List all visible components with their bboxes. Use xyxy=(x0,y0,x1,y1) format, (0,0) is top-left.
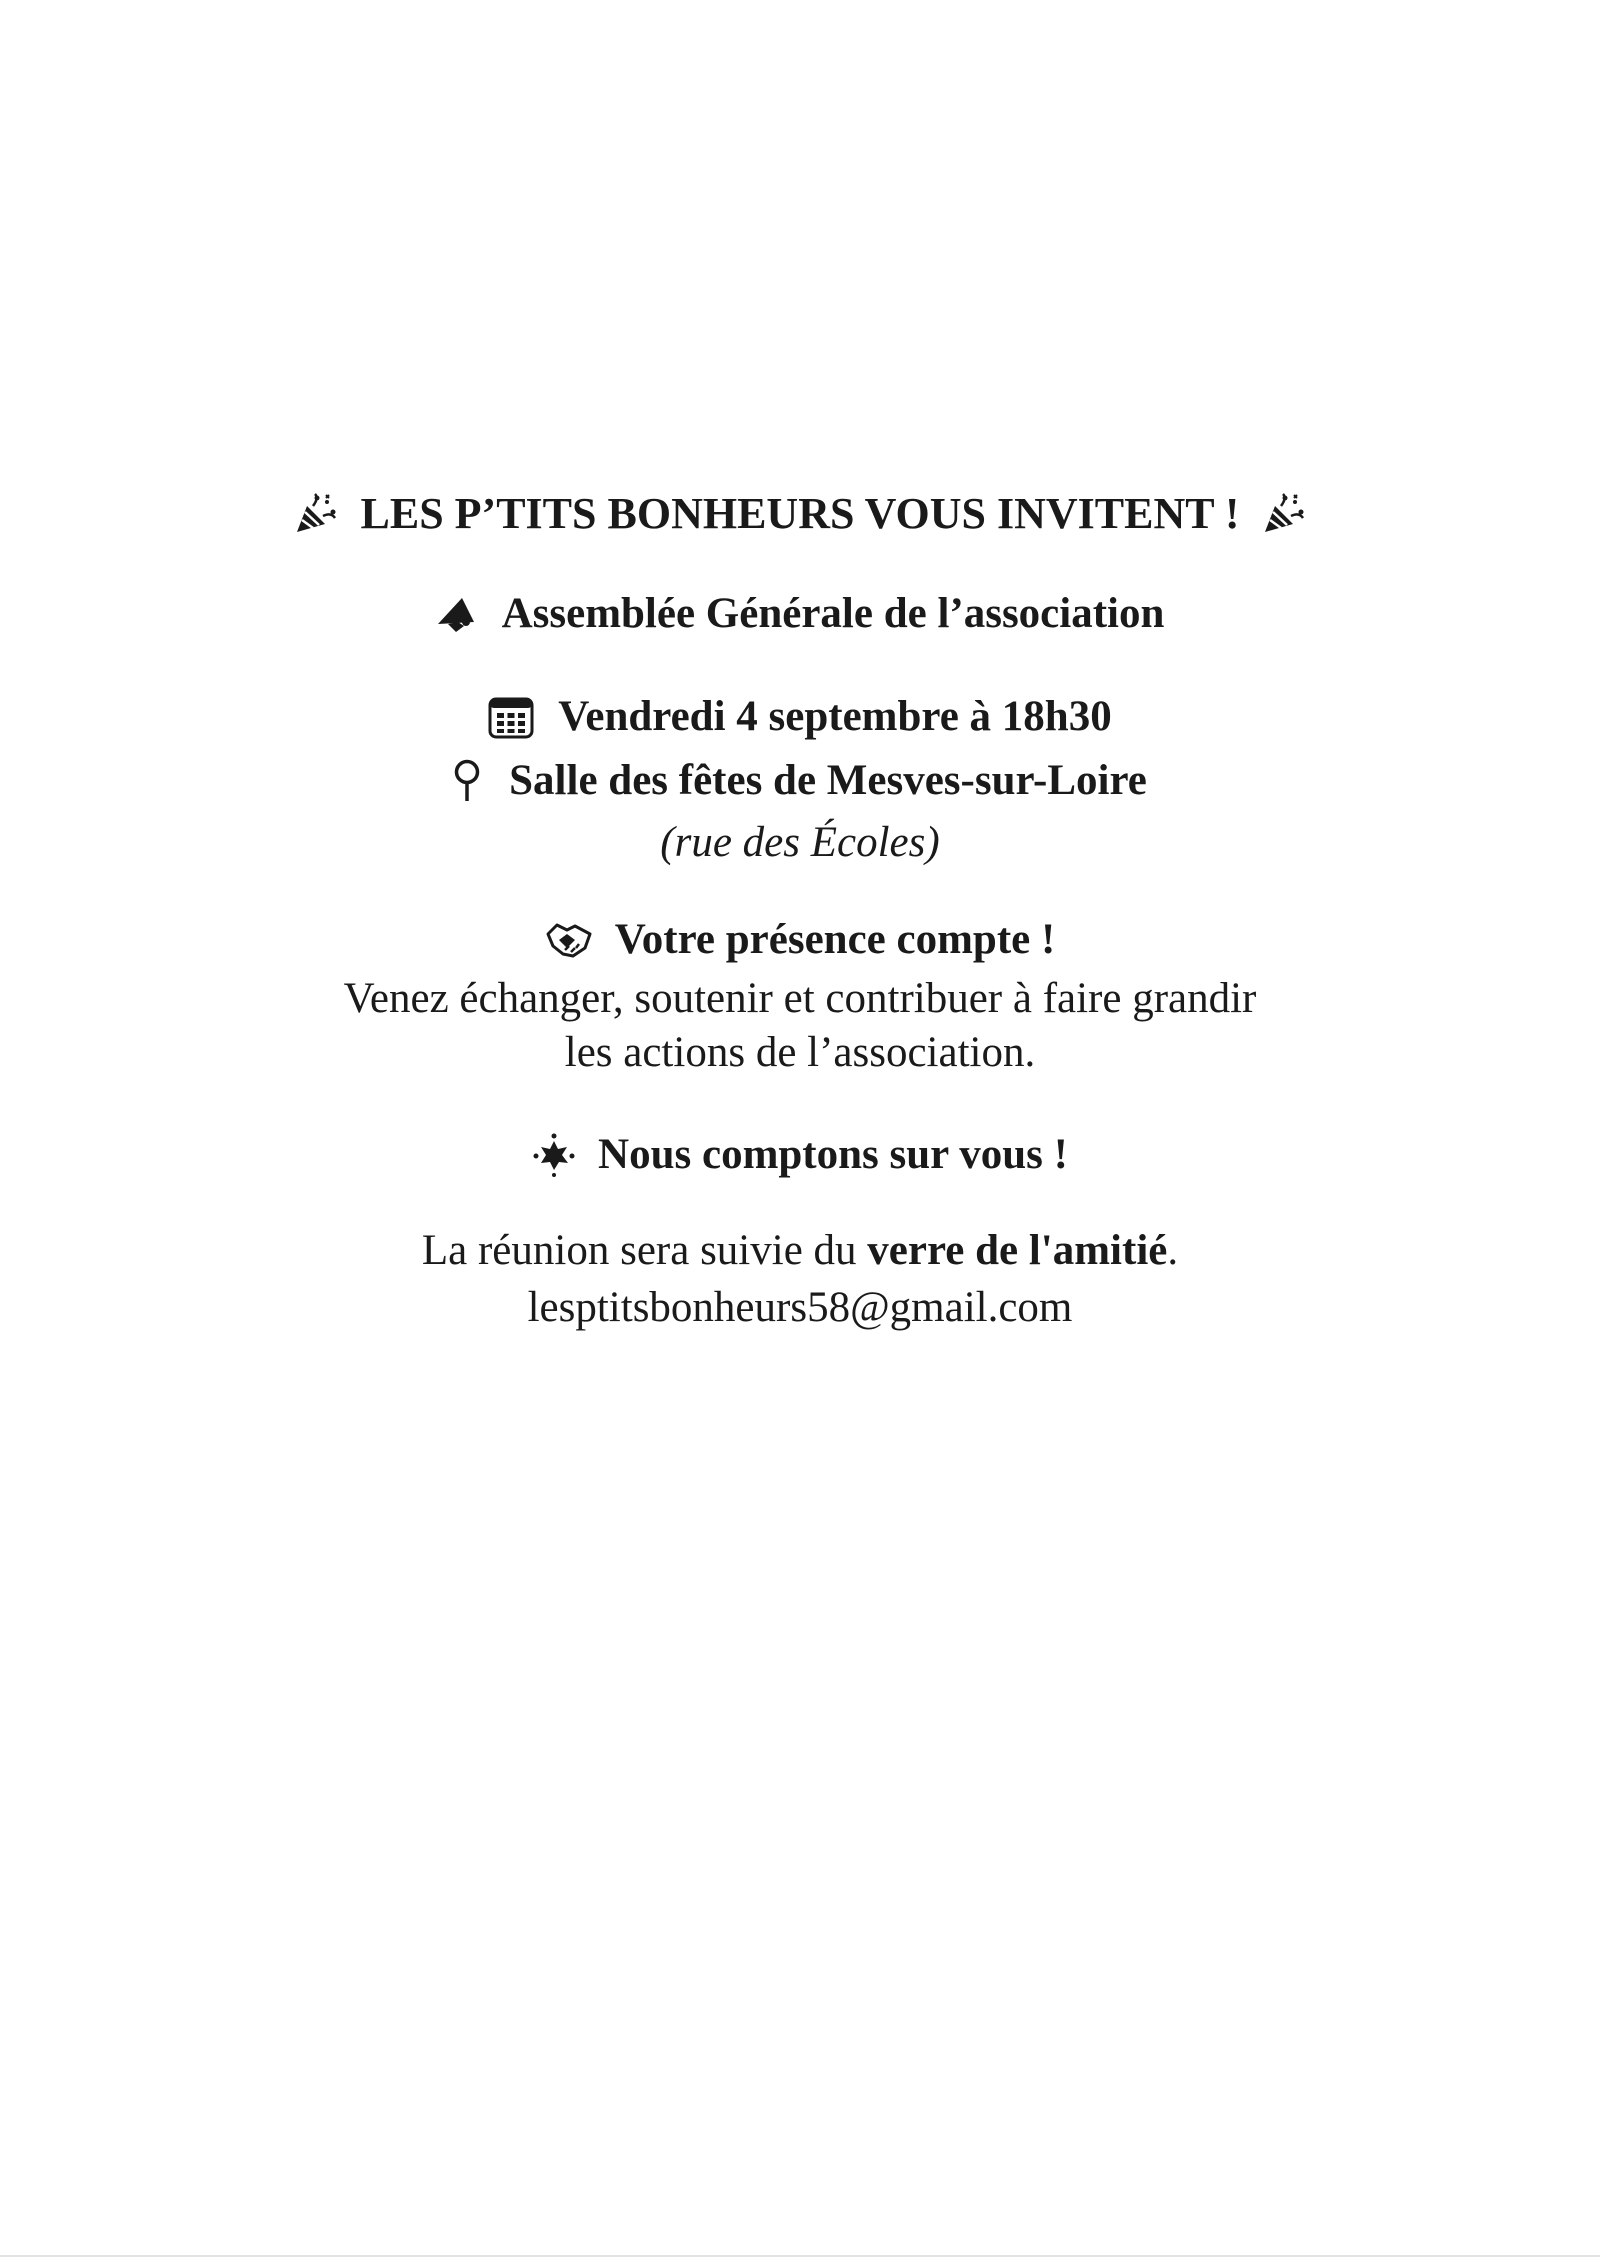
invitation-title: LES P’TITS BONHEURS VOUS INVITENT ! xyxy=(360,489,1240,538)
presence-heading-line xyxy=(0,915,1600,971)
party-popper-icon xyxy=(293,492,339,536)
date-text: Vendredi 4 septembre à 18h30 xyxy=(558,693,1112,740)
assembly-line xyxy=(0,589,1600,645)
place-text: Salle des fêtes de Mesves-sur-Loire xyxy=(509,757,1147,804)
date-line xyxy=(0,692,1600,750)
presence-text-2: les actions de l’association. xyxy=(564,1029,1036,1076)
street-line xyxy=(0,818,1600,867)
count-on-you-line xyxy=(0,1130,1600,1188)
count-on-you-text: Nous comptons sur vous ! xyxy=(598,1131,1068,1178)
meeting-prefix: La réunion sera suivie du xyxy=(421,1227,868,1274)
handshake-icon xyxy=(545,920,593,960)
sparkle-star-icon xyxy=(532,1133,576,1177)
street-text: (rue des Écoles) xyxy=(660,819,940,866)
megaphone-icon xyxy=(436,594,478,634)
meeting-bold: verre de l'amitié xyxy=(867,1227,1168,1274)
assembly-text: Assemblée Générale de l’association xyxy=(501,590,1165,637)
meeting-suffix: . xyxy=(1167,1227,1179,1274)
place-line xyxy=(0,756,1600,814)
party-popper-icon xyxy=(1261,492,1307,536)
presence-heading: Votre présence compte ! xyxy=(614,916,1056,963)
scan-bottom-edge xyxy=(0,2255,1600,2257)
email-line xyxy=(0,1283,1600,1332)
calendar-icon xyxy=(488,695,534,739)
presence-text-1: Venez échanger, soutenir et contribuer à faire grandir xyxy=(343,975,1257,1022)
presence-body-line-1 xyxy=(0,974,1600,1023)
invitation-title-line xyxy=(0,488,1600,547)
presence-body-line-2 xyxy=(0,1028,1600,1077)
meeting-line xyxy=(0,1226,1600,1275)
email-address: lesptitsbonheurs58@gmail.com xyxy=(527,1284,1073,1331)
map-pin-icon xyxy=(453,759,481,803)
